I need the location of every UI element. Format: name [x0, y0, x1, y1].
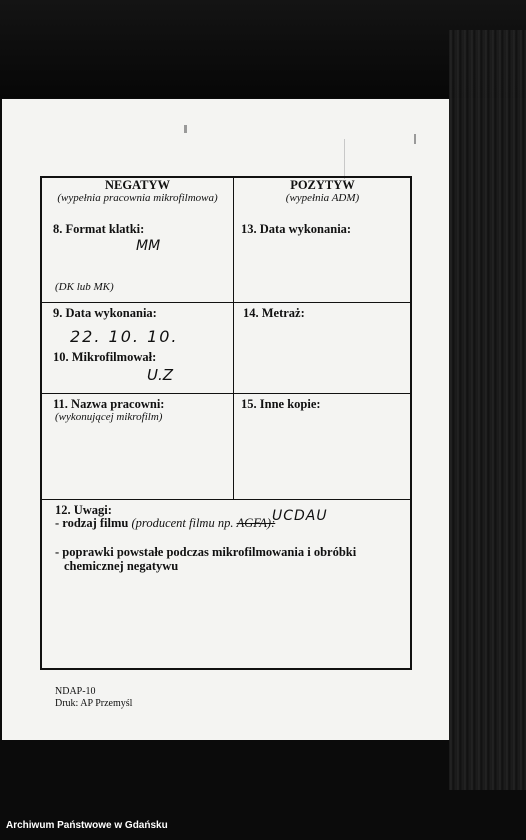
negative-date-value: 22. 10. 10. [70, 327, 179, 346]
film-type-line [55, 516, 275, 531]
positive-date-label: 13. Data wykonania: [241, 222, 352, 236]
film-border-right [449, 30, 526, 790]
printer-note: Druk: AP Przemyśl [55, 698, 133, 709]
lab-name-label: 11. Nazwa pracowni: [53, 397, 165, 411]
row-divider [42, 302, 410, 303]
row-divider [42, 393, 410, 394]
microfilmed-by-label: 10. Mikrofilmował: [53, 350, 157, 364]
negative-date-label: 9. Data wykonania: [53, 306, 157, 320]
corrections-line-2: chemicznej negatywu [64, 559, 179, 573]
frame-format-hint: (DK lub MK) [55, 281, 114, 293]
archive-caption: Archiwum Państwowe w Gdańsku [6, 820, 168, 831]
row-divider [42, 499, 410, 500]
remarks-label: 12. Uwagi: [55, 503, 112, 517]
microfilmed-by-value: U.Z [147, 366, 174, 384]
film-type-hint: (producent filmu np. [131, 516, 234, 530]
form-sheet [2, 99, 449, 740]
film-border-top [0, 0, 526, 98]
positive-subtitle: (wypełnia ADM) [285, 192, 360, 204]
form-code: NDAP-10 [55, 686, 96, 697]
film-type-value: UCDAU [272, 508, 328, 524]
corrections-line-1: - poprawki powstałe podczas mikrofilmowania i obróbki [55, 545, 357, 559]
film-type-prefix: - rodzaj filmu [55, 516, 129, 530]
negative-title: NEGATYW [104, 178, 171, 192]
lab-name-hint: (wykonującej mikrofilm) [55, 411, 163, 423]
length-label: 14. Metraż: [243, 306, 305, 320]
frame-format-label: 8. Format klatki: [53, 222, 145, 236]
negative-subtitle: (wypełnia pracownia mikrofilmowa) [57, 192, 218, 204]
speck [414, 134, 416, 144]
frame-format-value: MM [136, 238, 161, 254]
column-divider [233, 178, 234, 500]
speck [344, 139, 345, 179]
microfilm-form-card [40, 176, 412, 670]
other-copies-label: 15. Inne kopie: [241, 397, 321, 411]
film-type-struck: AGFA): [236, 516, 276, 530]
positive-title: POZYTYW [290, 178, 355, 192]
speck [184, 125, 187, 133]
